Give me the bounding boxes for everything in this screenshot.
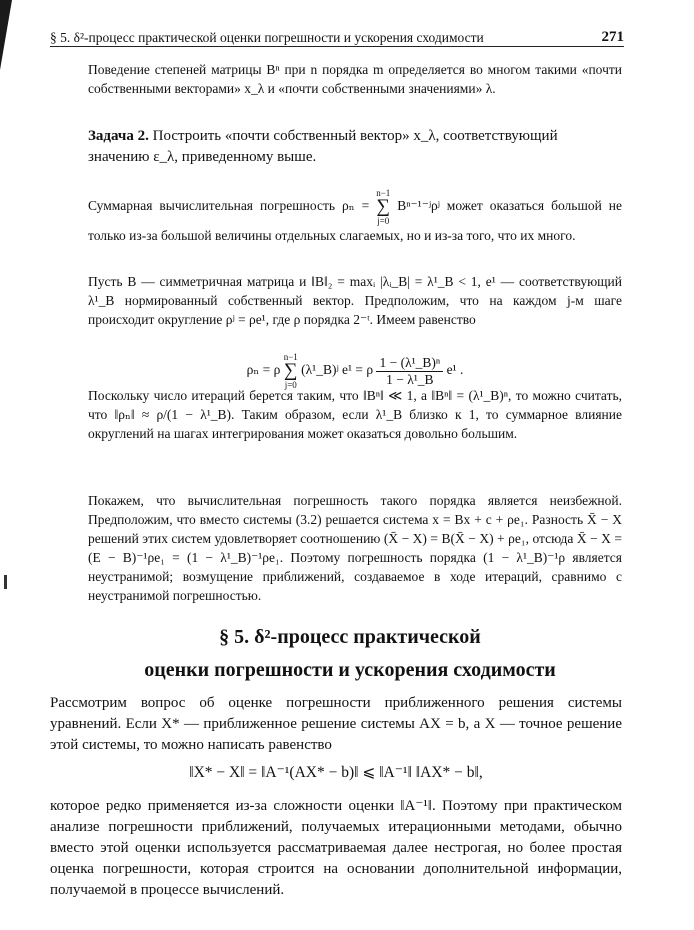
paragraph-unavoidable-error: Покажем, что вычислительная погрешность такого порядка является неизбежной. Предположим, что вместо системы (3.2) решается система x = Bx + c + ρe₁. Разность X̄ − X решений этих систем удовлетворяет соотношению (X̄ − X) = B(X̄ − X) + ρe₁, отсюда X̄ − X = (E − B)⁻¹ρe₁ = (1 − λ¹_B)⁻¹ρe₁. Поэтому погрешность порядка (1 − λ¹_B)⁻¹ρ является неустранимой; возмущение приближений, создаваемое в ходе итераций, сравнимо с неустранимой погрешностью. [88,493,622,603]
eq1-term: (λ¹_B)ʲ e¹ = ρ [301,362,374,378]
eq1-tail: e¹ . [446,362,464,378]
sum-lower: j=0 [377,216,390,226]
paragraph-symmetric-matrix: Пусть B — симметричная матрица и ‖B‖₂ = maxᵢ |λᵢ_B| = λ¹_B < 1, e¹ — соответствующий λ¹_B нормированный собственный вектор. Предположим, что на каждом j-м шаге происходит округление ρʲ = ρe¹, где ρ порядка 2⁻ᵗ. Имеем равенство [88,274,622,327]
section-title-line1: § 5. δ²-процесс практической [219,626,481,648]
scan-corner-shadow [0,0,12,70]
paragraph-total-error [88,188,622,245]
task-label: Задача 2. [88,128,149,144]
page-number: 271 [601,29,624,45]
equation-rho-n [88,352,622,390]
equation-error-bound: ‖X* − X‖ = ‖A⁻¹(AX* − b)‖ ⩽ ‖A⁻¹‖ ‖AX* − b‖, [189,764,483,781]
eq1-sum-lower: j=0 [284,380,297,390]
sum-operator: n−1 ∑ j=0 [376,188,391,226]
scan-mark [4,575,7,589]
paragraph-last: которое редко применяется из-за сложности оценки ‖A⁻¹‖. Поэтому при практическом анализе погрешности приближений, получаемых итерационными методами, обычно вместо этой оценки используется рассматриваемая далее нестрогая, но более простая оценка погрешности, которая строится на основании дополнительной информации, получаемой в процессе вычислений. [50,798,622,898]
running-header [50,26,624,47]
paragraph-eigen-behavior: Поведение степеней матрицы Bⁿ при n порядка m определяется во многом такими «почти собственными векторами» x_λ и «почти собственными значениями» λ. [88,62,622,96]
eq1-lhs: ρₙ = ρ [246,362,281,378]
task-2 [88,126,622,168]
eq1-denominator: 1 − λ¹_B [386,371,434,387]
sum-upper: n−1 [376,188,391,198]
sum-continuation: большой не только из-за большой величины отдельных слагаемых, но и из-за того, что их много. [88,198,623,243]
sum-after: может оказаться [446,198,545,214]
paragraph-consider: Рассмотрим вопрос об оценке погрешности приближенного решения системы уравнений. Если X* — приближенное решение системы AX = b, а X — точное решение этой системы, то можно написать равенство [50,695,622,753]
eq1-sum-upper: n−1 [283,352,298,362]
section-title-line2: оценки погрешности и ускорения сходимости [144,659,556,681]
sum-before: Суммарная вычислительная погрешность ρₙ = [88,198,370,214]
eq1-numerator: 1 − (λ¹_B)ⁿ [376,355,443,372]
eq1-fraction [376,355,443,388]
sum-term: Bⁿ⁻¹⁻ʲρʲ [397,198,440,214]
task-text: Построить «почти собственный вектор» x_λ, соответствующий значению ε_λ, приведенному выше. [88,128,558,165]
eq1-sum-operator: n−1 ∑ j=0 [283,352,298,390]
running-header-title: § 5. δ²-процесс практической оценки погрешности и ускорения сходимости [50,30,484,45]
paragraph-iterations: Поскольку число итераций берется таким, что ‖Bⁿ‖ ≪ 1, а ‖Bⁿ‖ = (λ¹_B)ⁿ, то можно считать, что ‖ρₙ‖ ≈ ρ/(1 − λ¹_B). Таким образом, если λ¹_B близко к 1, то суммарное влияние округлений на шагах интегрирования может оказаться довольно большим. [88,388,622,441]
